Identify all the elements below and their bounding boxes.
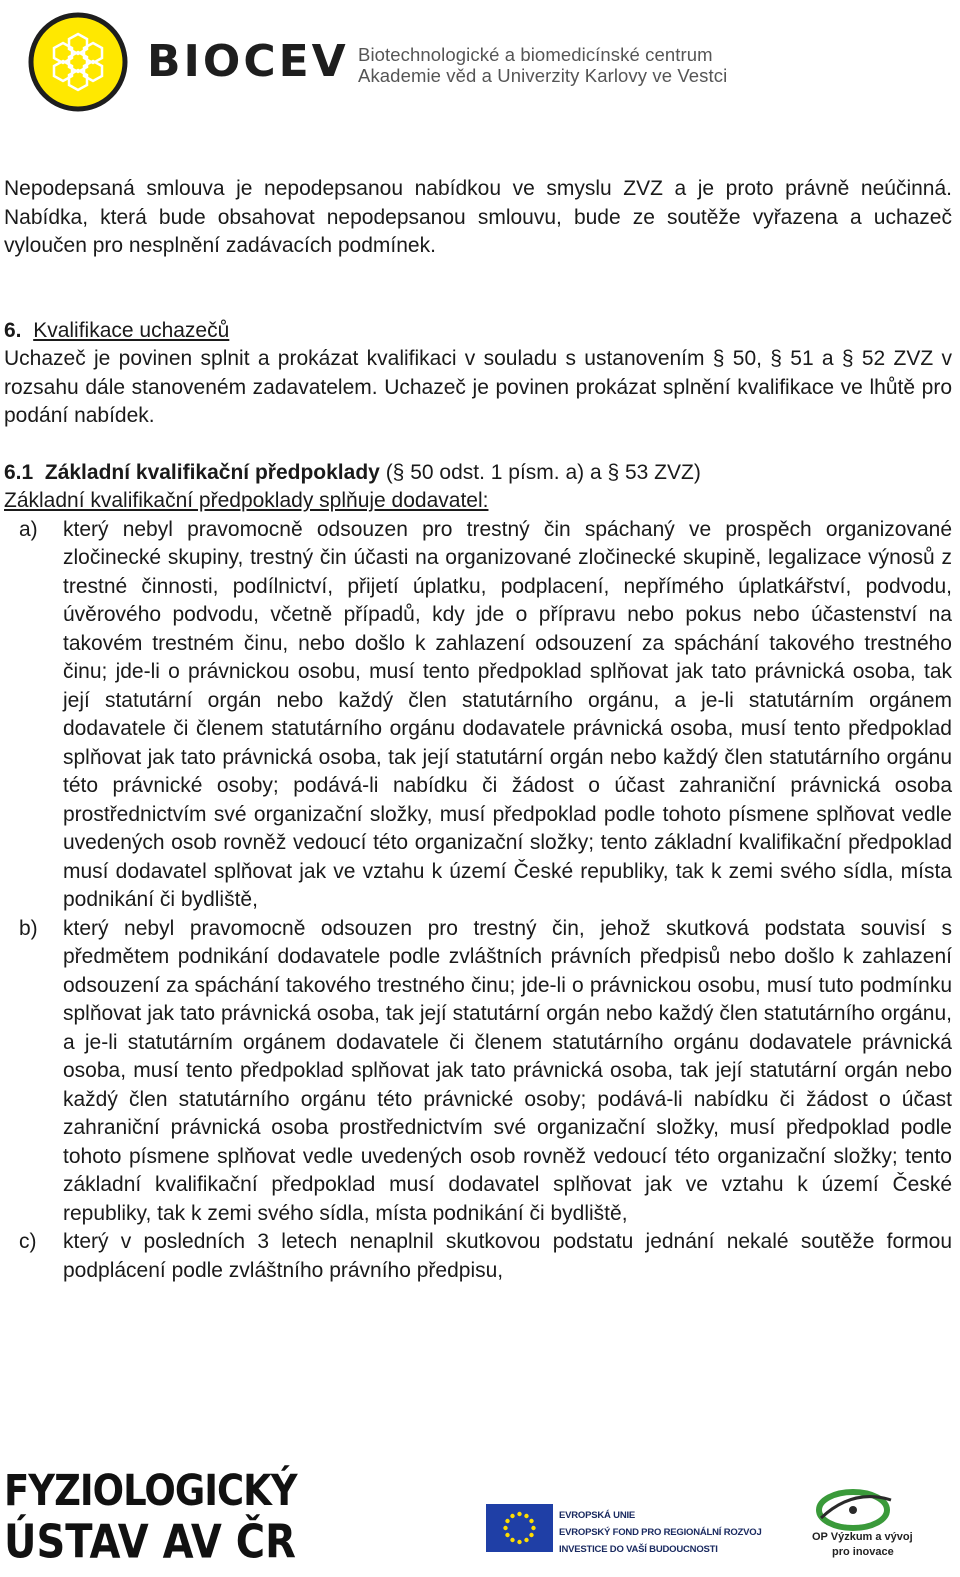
subsection-heading	[4, 459, 952, 488]
list-item-label: c)	[19, 1230, 37, 1253]
subsection-title: Základní kvalifikační předpoklady	[44, 460, 380, 484]
document-body	[4, 175, 952, 1285]
eu-text-line-3: INVESTICE DO VAŠÍ BUDOUCNOSTI	[559, 1544, 718, 1555]
list-item-label: a)	[19, 517, 38, 541]
list-item-text: který nebyl pravomocně odsouzen pro trestný čin spáchaný ve prospěch organizované zločinecké skupiny, trestný čin účasti na organizované zločinecké skupině, legalizace výnosů z trestné činnosti, podílnictví, přijetí úplatku, podplacení, nepřímého úplatkářství, podvodu, úvěrového podvodu, včetně případů, kdy jde o přípravu nebo pokus nebo účastenství na takovém trestném činu, nebo došlo k zahlazení odsouzení za spáchání takového trestného činu; jde-li o právnickou osobu, musí tento předpoklad splňovat jak tato právnická osoba, tak její statutární orgán nebo každý člen statutárního orgánu, a je-li statutárním orgánem dodavatele či členem statutárního orgánu dodavatele právnická osoba, musí tento předpoklad splňovat jak tato právnická osoba, tak její statutární orgán nebo každý člen statutárního orgánu této právnické osoby; podává-li nabídku či žádost o účast zahraniční právnická osoba prostřednictvím své organizační složky, musí předpoklad podle tohoto písmene splňovat vedle uvedených osob rovněž vedoucí této organizační složky; tento základní kvalifikační předpoklad musí dodavatel splňovat jak ve vztahu k území České republiky, tak k zemi svého sídla, místa podnikání či bydliště,	[63, 517, 952, 911]
biocev-logo-icon	[28, 12, 128, 112]
page-header	[0, 0, 960, 130]
fu-logo-line-2: ÚSTAV AV ČR	[4, 1516, 296, 1569]
op-text-line-2: pro inovace	[832, 1546, 894, 1558]
page-footer	[0, 1460, 960, 1577]
tagline-line-1: Biotechnologické a biomedicínské centrum	[358, 44, 713, 65]
op-text-line-1: OP Výzkum a vývoj	[812, 1531, 913, 1543]
tagline-line-2: Akademie věd a Univerzity Karlovy ve Vestci	[358, 65, 728, 86]
fu-logo-line-1: FYZIOLOGICKÝ	[4, 1466, 297, 1516]
list-item	[4, 915, 952, 1229]
subsection-number: 6.1	[4, 460, 34, 484]
section-number: 6.	[4, 318, 22, 342]
section-heading	[4, 317, 952, 346]
list-item-label: b)	[19, 916, 38, 940]
eu-flag-icon	[486, 1504, 553, 1552]
requirements-list	[4, 516, 952, 1286]
list-item-text: který v posledních 3 letech nenaplnil skutkovou podstatu jednání nekalé soutěže formou podplácení podle zvláštního právního předpisu,	[63, 1230, 952, 1282]
intro-paragraph: Nepodepsaná smlouva je nepodepsanou nabídkou ve smyslu ZVZ a je proto právně neúčinná. Nabídka, která bude obsahovat nepodepsanou smlouvu, bude ze soutěže vyřazena a uchazeč vyloučen pro nesplnění zadávacích podmínek.	[4, 177, 952, 257]
brand-name: BIOCEV	[147, 36, 349, 87]
section-title: Kvalifikace uchazečů	[33, 318, 230, 342]
eu-text-line-2: EVROPSKÝ FOND PRO REGIONÁLNÍ ROZVOJ	[559, 1527, 762, 1538]
section-paragraph: Uchazeč je povinen splnit a prokázat kvalifikaci v souladu s ustanovením § 50, § 51 a § 52 ZVZ v rozsahu dále stanoveném zadavatelem. Uchazeč je povinen prokázat splnění kvalifikace ve lhůtě pro podání nabídek.	[4, 347, 952, 427]
subsection-reference: (§ 50 odst. 1 písm. a) a § 53 ZVZ)	[385, 460, 701, 484]
subsection-lead: Základní kvalifikační předpoklady splňuje dodavatel:	[4, 489, 489, 512]
list-item	[4, 1228, 952, 1285]
eu-text-line-1: EVROPSKÁ UNIE	[559, 1510, 636, 1521]
op-vavpi-logo-icon	[813, 1478, 925, 1532]
list-item-text: který nebyl pravomocně odsouzen pro trestný čin, jehož skutková podstata souvisí s předmětem podnikání dodavatele podle zvláštních právních předpisů nebo došlo k zahlazení odsouzení za spáchání takového trestného činu; jde-li o právnickou osobu, musí tuto podmínku splňovat jak tato právnická osoba, tak její statutární orgán nebo každý člen statutárního orgánu, a je-li statutárním orgánem dodavatele či členem statutárního orgánu dodavatele právnická osoba, musí tento předpoklad splňovat jak tato právnická osoba, tak její statutární orgán nebo každý člen statutárního orgánu této právnické osoby; podává-li nabídku či žádost o účast zahraniční právnická osoba prostřednictvím své organizační složky, musí předpoklad podle tohoto písmene splňovat vedle uvedených osob rovněž vedoucí této organizační složky; tento základní kvalifikační předpoklad musí dodavatel splňovat jak ve vztahu k území České republiky, tak k zemi svého sídla, místa podnikání či bydliště,	[63, 916, 952, 1225]
list-item	[4, 516, 952, 915]
